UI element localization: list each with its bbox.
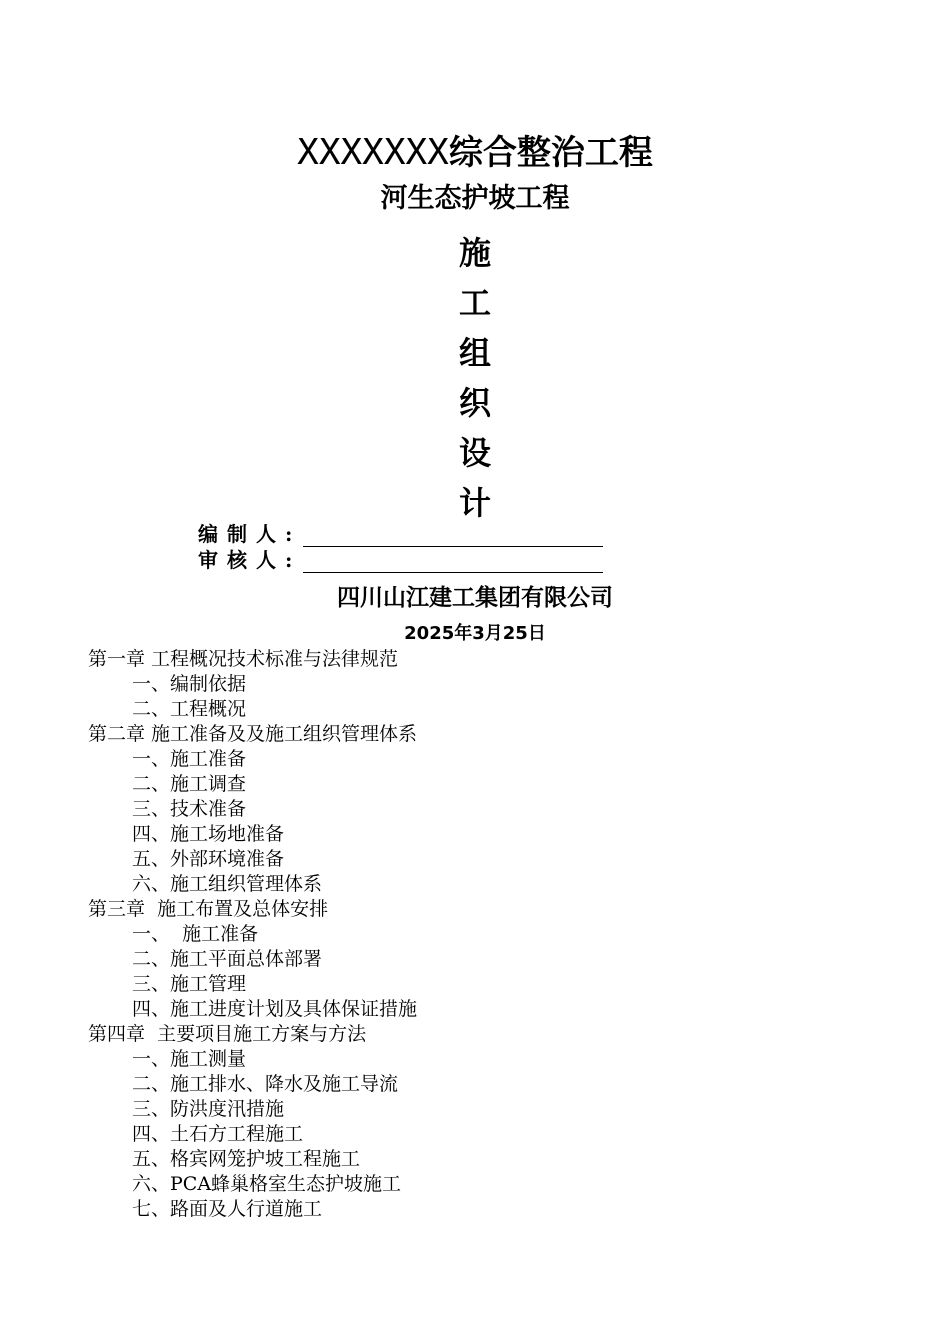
toc-section: 五、格宾网笼护坡工程施工 (132, 1148, 361, 1170)
toc-section: 三、技术准备 (132, 798, 247, 820)
table-of-contents (88, 647, 848, 1222)
compiler-signature-row (198, 521, 603, 547)
toc-section: 三、施工管理 (132, 973, 247, 995)
toc-section: 一、编制依据 (132, 673, 247, 695)
toc-chapter: 第二章 施工准备及及施工组织管理体系 (88, 723, 418, 745)
toc-section: 四、施工进度计划及具体保证措施 (132, 998, 418, 1020)
main-title-project-name: 综合整治工程 (448, 133, 653, 173)
vertical-title-char: 施 (458, 234, 491, 272)
main-title (0, 130, 950, 176)
vertical-title-char: 组 (458, 334, 491, 372)
toc-chapter: 第三章 施工布置及总体安排 (88, 898, 329, 920)
toc-section: 一、施工测量 (132, 1048, 247, 1070)
toc-section: 二、施工调查 (132, 773, 247, 795)
toc-section: 三、防洪度汛措施 (132, 1098, 285, 1120)
document-date: 2025年3月25日 (404, 623, 546, 644)
toc-section: 六、施工组织管理体系 (132, 873, 323, 895)
toc-section: 一、 施工准备 (132, 923, 259, 945)
reviewer-signature-row (198, 547, 603, 573)
toc-section: 二、施工平面总体部署 (132, 948, 323, 970)
vertical-title (0, 228, 950, 528)
toc-section: 二、工程概况 (132, 698, 247, 720)
toc-section: 五、外部环境准备 (132, 848, 285, 870)
toc-chapter: 第一章 工程概况技术标准与法律规范 (88, 648, 399, 670)
toc-section: 六、PCA蜂巢格室生态护坡施工 (132, 1173, 402, 1195)
toc-section: 四、土石方工程施工 (132, 1123, 304, 1145)
toc-section: 四、施工场地准备 (132, 823, 285, 845)
compiler-label: 编制人: (198, 522, 302, 546)
compiler-signature-line (303, 526, 603, 547)
toc-section: 二、施工排水、降水及施工导流 (132, 1073, 399, 1095)
vertical-title-char: 计 (458, 484, 491, 522)
toc-chapter: 第四章 主要项目施工方案与方法 (88, 1023, 367, 1045)
vertical-title-char: 织 (458, 384, 491, 422)
toc-section: 七、路面及人行道施工 (132, 1198, 323, 1220)
reviewer-label: 审核人: (198, 548, 302, 572)
company-name: 四川山江建工集团有限公司 (337, 584, 613, 611)
toc-section: 一、施工准备 (132, 748, 247, 770)
vertical-title-char: 设 (458, 434, 491, 472)
reviewer-signature-line (303, 552, 603, 573)
vertical-title-char: 工 (458, 284, 491, 322)
main-title-project-code: XXXXXXX (297, 132, 449, 173)
subtitle: 河生态护坡工程 (380, 183, 570, 214)
